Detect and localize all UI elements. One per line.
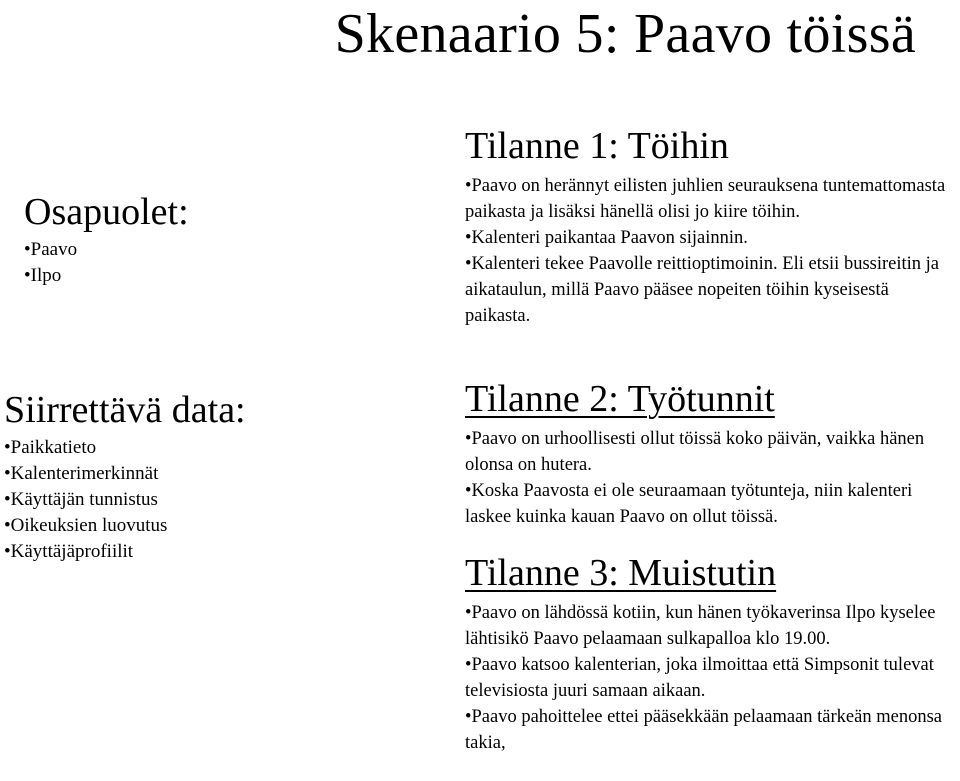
transfer-data-heading: Siirrettävä data: <box>4 389 246 431</box>
parties-section <box>24 190 284 289</box>
list-item: • Paikkatieto <box>4 435 304 461</box>
list-item: • Paavo pahoittelee ettei pääsekkään pelaamaan tärkeän menonsa takia, <box>465 704 957 756</box>
list-item: • Paavo on lähdössä kotiin, kun hänen työkaverinsa Ilpo kyselee lähtisikö Paavo pelaamaan sulkapalloa klo 19.00. <box>465 600 957 652</box>
list-item: • Oikeuksien luovutus <box>4 513 304 539</box>
situation-1-section <box>465 124 955 329</box>
list-item: • Kalenteri tekee Paavolle reittioptimoinin. Eli etsii bussireitin ja aikataulun, millä Paavo pääsee nopeiten töihin kyseisestä paikasta. <box>465 251 955 329</box>
situation-3-list <box>465 600 957 756</box>
situation-3-section <box>465 551 957 756</box>
list-item: • Käyttäjän tunnistus <box>4 487 304 513</box>
list-item: • Ilpo <box>24 263 284 289</box>
situation-1-heading: Tilanne 1: Töihin <box>465 125 729 167</box>
list-item: • Kalenterimerkinnät <box>4 461 304 487</box>
list-item: • Paavo katsoo kalenterian, joka ilmoittaa että Simpsonit tulevat televisiosta juuri samaan aikaan. <box>465 652 957 704</box>
situation-1-list <box>465 173 955 329</box>
parties-heading: Osapuolet: <box>24 191 189 233</box>
list-item: • Käyttäjäprofiilit <box>4 539 304 565</box>
list-item: • Paavo <box>24 237 284 263</box>
list-item: • Koska Paavosta ei ole seuraamaan työtunteja, niin kalenteri laskee kuinka kauan Paavo on ollut töissä. <box>465 478 955 530</box>
parties-list <box>24 237 284 289</box>
list-item: • Paavo on herännyt eilisten juhlien seurauksena tuntemattomasta paikasta ja lisäksi hänellä olisi jo kiire töihin. <box>465 173 955 225</box>
situation-2-heading: Tilanne 2: Työtunnit <box>465 378 775 420</box>
transfer-data-section <box>4 388 304 565</box>
situation-2-list <box>465 426 955 530</box>
page-title: Skenaario 5: Paavo töissä <box>334 3 916 65</box>
list-item: • Paavo on urhoollisesti ollut töissä koko päivän, vaikka hänen olonsa on hutera. <box>465 426 955 478</box>
transfer-data-list <box>4 435 304 565</box>
situation-2-section <box>465 377 955 530</box>
list-item: • Kalenteri paikantaa Paavon sijainnin. <box>465 225 955 251</box>
situation-3-heading: Tilanne 3: Muistutin <box>465 552 777 594</box>
